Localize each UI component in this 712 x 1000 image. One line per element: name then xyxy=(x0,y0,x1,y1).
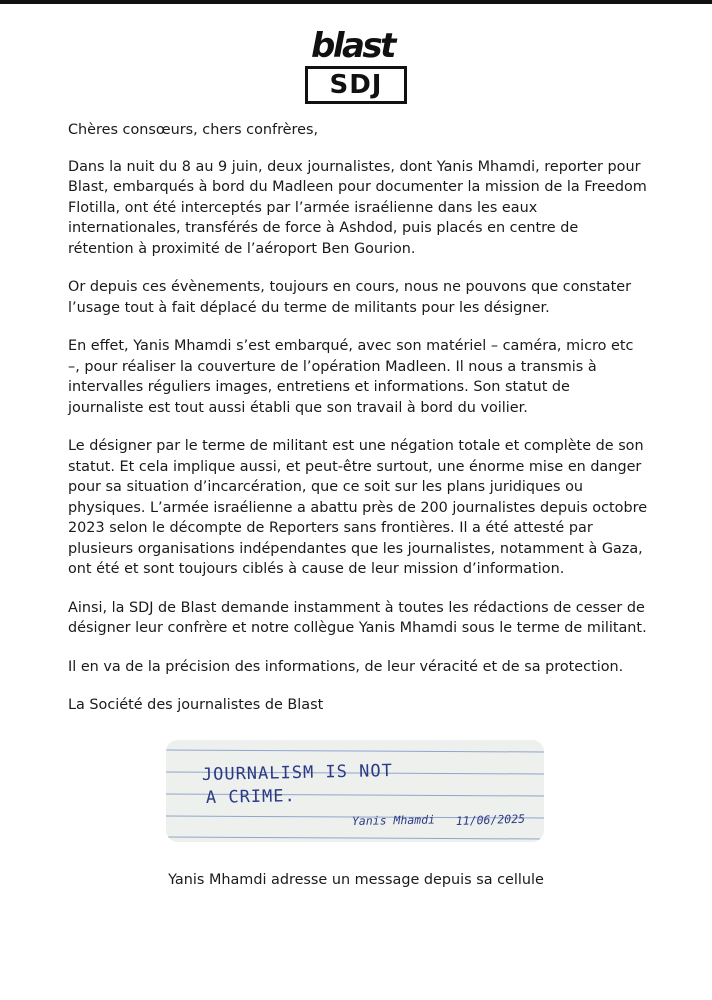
note-date: 11/06/2025 xyxy=(455,811,526,828)
logo-blast-wordmark: blast xyxy=(311,26,394,66)
letter-paragraph-2: Or depuis ces évènements, toujours en cours, nous ne pouvons que constater l’usage tout à fait déplacé du terme de militants pour les désigner. xyxy=(68,279,632,316)
letter-paragraph-1: Dans la nuit du 8 au 9 juin, deux journalistes, dont Yanis Mhamdi, reporter pour Blast, embarqués à bord du Madleen pour documenter la mission de la Freedom Flotilla, ont été interceptés par l’armée israélienne dans les eaux internationales, transférés de force à Ashdod, puis placés en centre de rétention à proximité de l’aéroport Ben Gourion. xyxy=(68,158,647,257)
letter-paragraph-6: Il en va de la précision des informations, de leur véracité et de sa protection. xyxy=(68,658,624,675)
letter-paragraph-5: Ainsi, la SDJ de Blast demande instamment à toutes les rédactions de cesser de désigner leur confrère et notre collègue Yanis Mhamdi sous le terme de militant. xyxy=(68,599,647,636)
note-signature: Yanis Mhamdi xyxy=(351,812,436,828)
note-paper xyxy=(166,740,544,842)
letter-signature: La Société des journalistes de Blast xyxy=(68,697,324,713)
letter-paragraph-4: Le désigner par le terme de militant est une négation totale et complète de son statut. Et cela implique aussi, et peut-être surtout, une énorme mise en danger pour sa situation d’incarcération, que ce soit sur les plans juridiques ou physiques. L’armée israélienne a abattu près de 200 journalistes depuis octobre 2023 selon le décompte de Reporters sans frontières. Il a été attesté par plusieurs organisations indépendantes que les journalistes, notamment à Gaza, ont été et sont toujours ciblés à cause de leur mission d’information. xyxy=(68,438,648,577)
open-letter xyxy=(68,120,648,734)
note-line-1: JOURNALISM IS NOT xyxy=(201,761,394,785)
handwritten-note-photo xyxy=(166,740,544,842)
letter-salutation: Chères consœurs, chers confrères, xyxy=(68,122,319,138)
note-line-2: A CRIME. xyxy=(205,786,296,808)
top-border-bar xyxy=(0,0,712,4)
logo-sdj-box xyxy=(305,66,407,104)
blast-sdj-logo xyxy=(305,26,407,106)
logo-sdj-text: SDJ xyxy=(329,70,383,100)
photo-caption: Yanis Mhamdi adresse un message depuis sa cellule xyxy=(168,872,544,888)
letter-paragraph-3: En effet, Yanis Mhamdi s’est embarqué, avec son matériel – caméra, micro etc –, pour réaliser la couverture de l’opération Madleen. Il nous a transmis à intervalles réguliers images, entretiens et informations. Son statut de journaliste est tout aussi établi que son travail à bord du voilier. xyxy=(68,338,634,416)
